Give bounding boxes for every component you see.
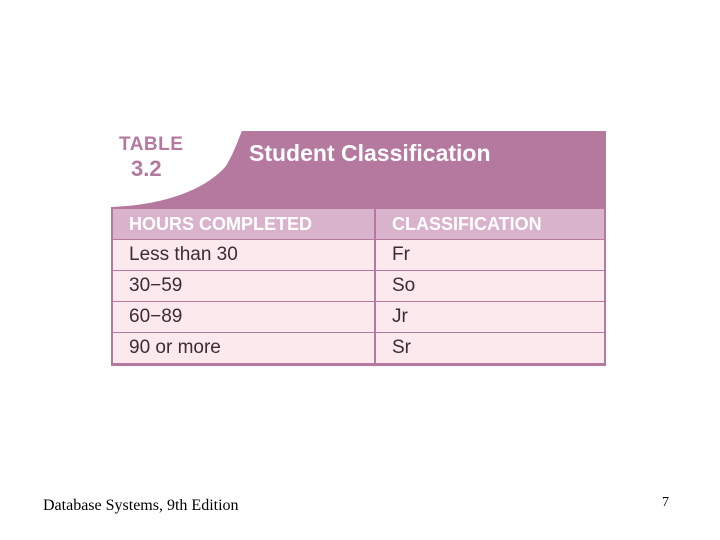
table-cell-classification: So: [376, 271, 604, 301]
footer-book-title: Database Systems, 9th Edition: [43, 497, 239, 514]
table-figure: [111, 131, 606, 366]
table-cell-hours: 30−59: [113, 271, 374, 301]
page-number: 7: [662, 495, 669, 510]
table-cell-classification: Fr: [376, 240, 604, 270]
classification-table: [111, 207, 606, 366]
table-cell-classification: Jr: [376, 302, 604, 332]
table-cell-hours: Less than 30: [113, 240, 374, 270]
table-row: [113, 271, 604, 301]
table-cell-hours: 90 or more: [113, 333, 374, 363]
table-label-number: 3.2: [131, 156, 162, 181]
header-cell-hours: HOURS COMPLETED: [113, 209, 374, 239]
table-cell-classification: Sr: [376, 333, 604, 363]
table-row: [113, 302, 604, 332]
table-row: [113, 240, 604, 270]
table-header-band: [111, 131, 606, 207]
table-number-label: [119, 135, 199, 180]
table-header-row: [113, 209, 604, 239]
table-cell-hours: 60−89: [113, 302, 374, 332]
table-row: [113, 333, 604, 363]
header-cell-classification: CLASSIFICATION: [376, 209, 604, 239]
table-title: Student Classification: [249, 140, 491, 166]
table-label-word: TABLE: [119, 134, 184, 155]
